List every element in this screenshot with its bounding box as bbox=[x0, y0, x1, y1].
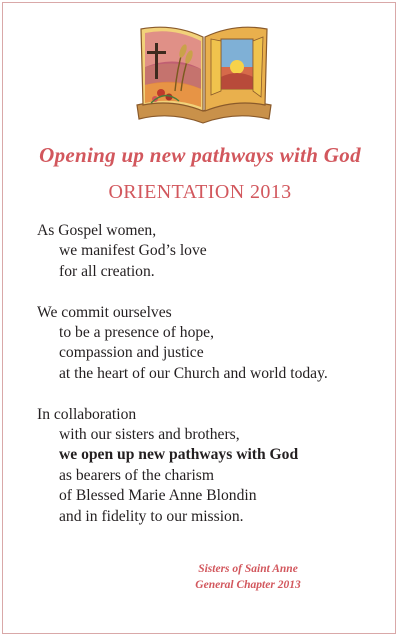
statement-line: to be a presence of hope, bbox=[59, 324, 215, 342]
orientation-card bbox=[2, 2, 396, 634]
statement-line: with our sisters and brothers, bbox=[59, 426, 240, 444]
statement-line: at the heart of our Church and world today. bbox=[59, 364, 328, 382]
statement-line: as bearers of the charism bbox=[59, 466, 215, 484]
statement-line: In collaboration bbox=[37, 405, 137, 423]
open-book-illustration-icon bbox=[131, 19, 277, 131]
statement-paragraph-2 bbox=[37, 303, 387, 385]
statement-line: We commit ourselves bbox=[37, 303, 172, 321]
signature bbox=[193, 561, 303, 593]
statement-line: As Gospel women, bbox=[37, 222, 157, 239]
statement-line: compassion and justice bbox=[59, 344, 204, 362]
statement-line-emphasis: we open up new pathways with God bbox=[59, 446, 299, 464]
tagline: Opening up new pathways with God bbox=[39, 143, 361, 167]
statement-line: we manifest God’s love bbox=[59, 242, 207, 260]
mission-statement bbox=[37, 221, 387, 547]
statement-line: for all creation. bbox=[59, 262, 155, 280]
orientation-title: ORIENTATION 2013 bbox=[108, 181, 292, 203]
statement-paragraph-3 bbox=[37, 405, 387, 527]
signature-line-1: Sisters of Saint Anne bbox=[198, 563, 298, 575]
statement-line: of Blessed Marie Anne Blondin bbox=[59, 487, 257, 505]
statement-paragraph-1 bbox=[37, 221, 387, 282]
statement-line: and in fidelity to our mission. bbox=[59, 507, 244, 525]
signature-line-2: General Chapter 2013 bbox=[195, 579, 301, 591]
